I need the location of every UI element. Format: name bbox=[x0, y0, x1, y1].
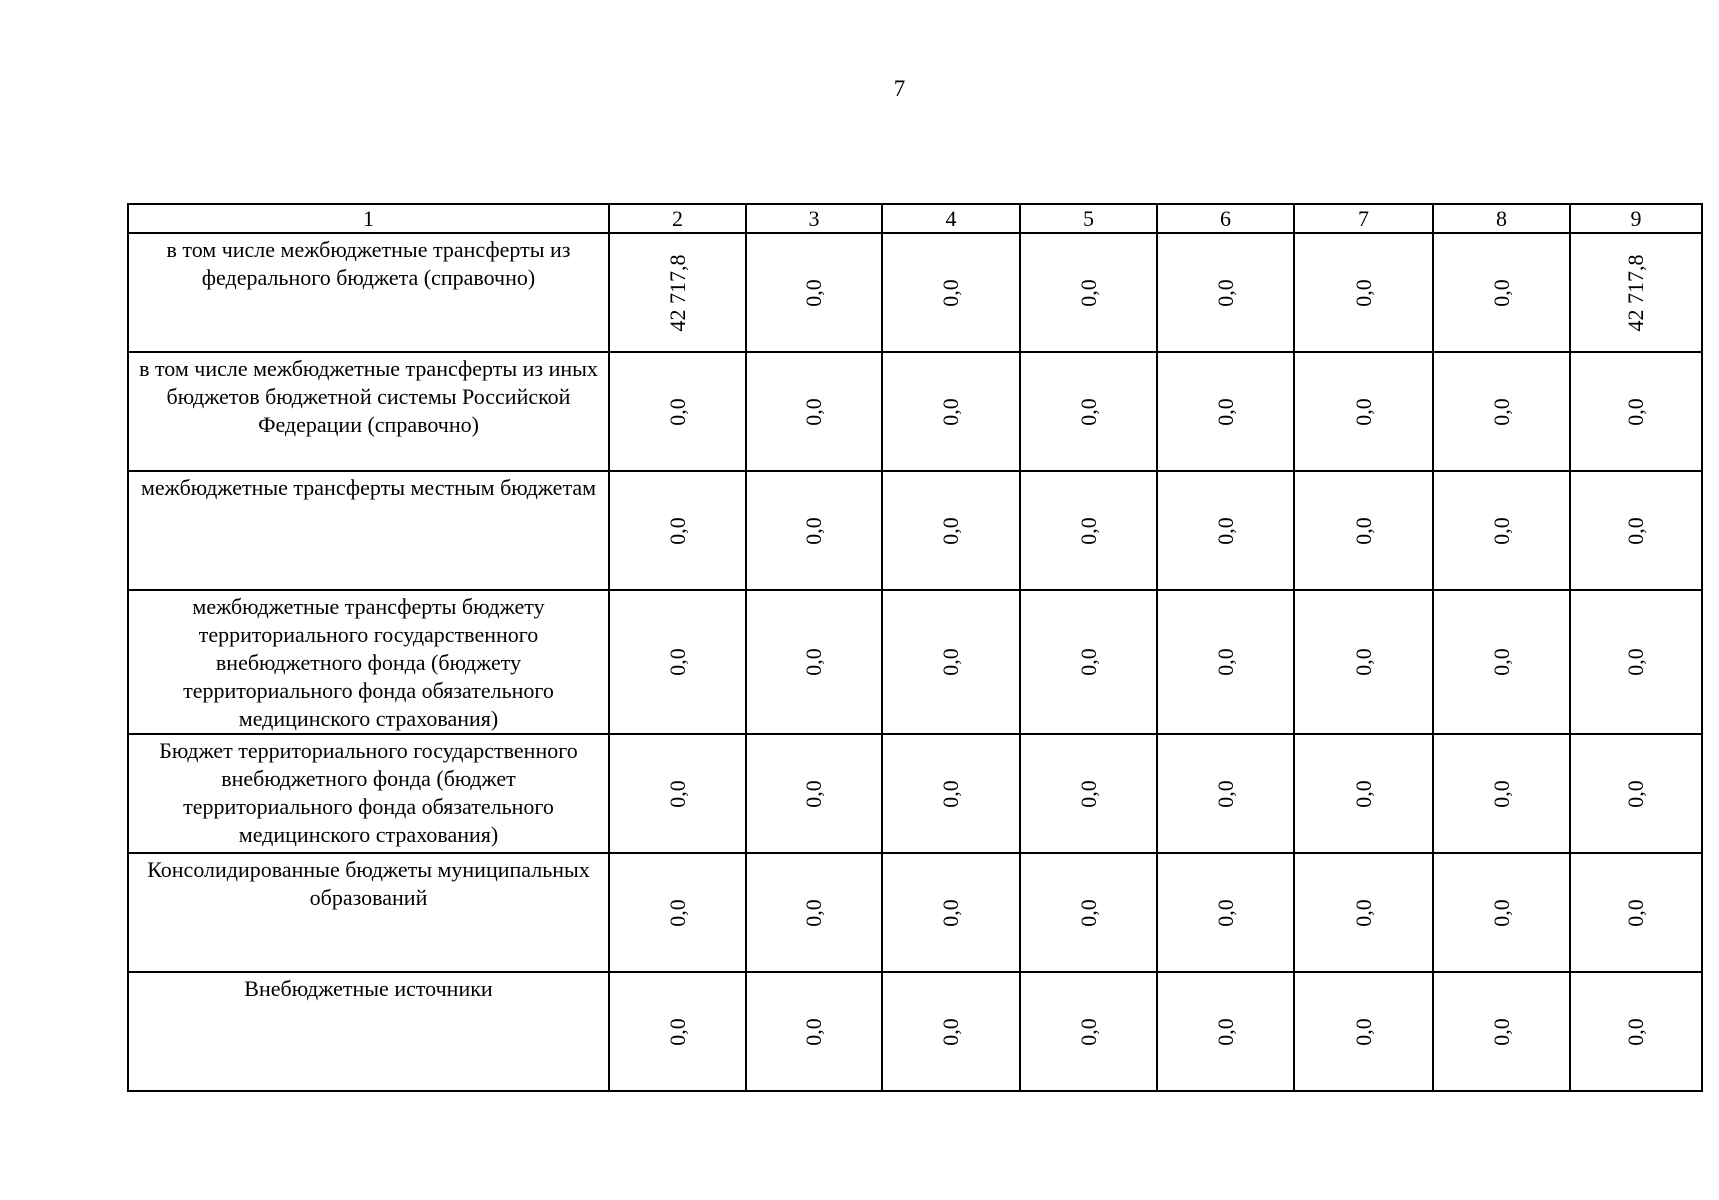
cell-value: 0,0 bbox=[1212, 516, 1238, 545]
cell-value: 0,0 bbox=[1623, 648, 1648, 676]
value-cell bbox=[1157, 471, 1294, 590]
cell-value: 0,0 bbox=[1075, 397, 1101, 426]
row-label: в том числе межбюджетные трансферты из федерального бюджета (справочно) bbox=[128, 233, 609, 352]
value-cell bbox=[1433, 352, 1570, 471]
value-cell bbox=[1020, 590, 1157, 734]
cell-value: 0,0 bbox=[938, 1017, 963, 1046]
header-row bbox=[128, 204, 1702, 233]
value-cell bbox=[882, 590, 1020, 734]
cell-value: 0,0 bbox=[801, 779, 826, 808]
value-cell bbox=[1157, 853, 1294, 972]
table-row bbox=[128, 590, 1702, 734]
cell-value: 0,0 bbox=[1075, 648, 1101, 676]
value-cell bbox=[1294, 352, 1433, 471]
table-row bbox=[128, 471, 1702, 590]
cell-value: 0,0 bbox=[1488, 397, 1514, 426]
value-cell bbox=[746, 972, 882, 1091]
row-label: в том числе межбюджетные трансферты из иных бюджетов бюджетной системы Российской Федерации (справочно) bbox=[128, 352, 609, 471]
cell-value: 0,0 bbox=[1075, 1017, 1101, 1046]
cell-value: 0,0 bbox=[801, 278, 826, 307]
value-cell bbox=[882, 734, 1020, 853]
value-cell bbox=[609, 352, 746, 471]
cell-value: 0,0 bbox=[938, 648, 963, 676]
value-cell bbox=[1020, 352, 1157, 471]
value-cell bbox=[1020, 233, 1157, 352]
column-header: 3 bbox=[746, 204, 882, 233]
value-cell bbox=[882, 972, 1020, 1091]
cell-value: 0,0 bbox=[938, 278, 963, 307]
budget-table bbox=[127, 203, 1703, 1092]
cell-value: 42 717,8 bbox=[664, 254, 690, 331]
row-label: Внебюджетные источники bbox=[128, 972, 609, 1091]
cell-value: 0,0 bbox=[938, 397, 963, 426]
cell-value: 0,0 bbox=[1212, 278, 1238, 307]
column-header: 4 bbox=[882, 204, 1020, 233]
cell-value: 0,0 bbox=[664, 1017, 690, 1046]
cell-value: 0,0 bbox=[1488, 278, 1514, 307]
value-cell bbox=[609, 853, 746, 972]
table-row bbox=[128, 853, 1702, 972]
column-header: 2 bbox=[609, 204, 746, 233]
value-cell bbox=[746, 352, 882, 471]
value-cell bbox=[1157, 972, 1294, 1091]
cell-value: 0,0 bbox=[1212, 898, 1238, 927]
value-cell bbox=[609, 590, 746, 734]
column-header: 1 bbox=[128, 204, 609, 233]
value-cell bbox=[1570, 734, 1702, 853]
cell-value: 0,0 bbox=[1075, 516, 1101, 545]
value-cell bbox=[1433, 972, 1570, 1091]
value-cell bbox=[1157, 590, 1294, 734]
table-row bbox=[128, 352, 1702, 471]
cell-value: 0,0 bbox=[1212, 1017, 1238, 1046]
cell-value: 0,0 bbox=[664, 779, 690, 808]
value-cell bbox=[1157, 233, 1294, 352]
cell-value: 0,0 bbox=[1623, 779, 1648, 808]
row-label: межбюджетные трансферты бюджету территориального государственного внебюджетного фонда (бюджету территориального фонда обязательного медицинского страхования) bbox=[128, 590, 609, 734]
value-cell bbox=[1570, 352, 1702, 471]
value-cell bbox=[746, 590, 882, 734]
value-cell bbox=[1157, 734, 1294, 853]
value-cell bbox=[609, 734, 746, 853]
cell-value: 0,0 bbox=[801, 648, 826, 676]
value-cell bbox=[609, 471, 746, 590]
value-cell bbox=[1294, 590, 1433, 734]
cell-value: 0,0 bbox=[1488, 1017, 1514, 1046]
value-cell bbox=[1570, 972, 1702, 1091]
value-cell bbox=[1433, 471, 1570, 590]
cell-value: 0,0 bbox=[938, 898, 963, 927]
cell-value: 0,0 bbox=[1623, 898, 1648, 927]
cell-value: 0,0 bbox=[1075, 898, 1101, 927]
value-cell bbox=[609, 233, 746, 352]
value-cell bbox=[1020, 853, 1157, 972]
cell-value: 0,0 bbox=[1488, 648, 1514, 676]
cell-value: 0,0 bbox=[1212, 779, 1238, 808]
row-label: Консолидированные бюджеты муниципальных образований bbox=[128, 853, 609, 972]
cell-value: 0,0 bbox=[1623, 516, 1648, 545]
cell-value: 0,0 bbox=[801, 898, 826, 927]
value-cell bbox=[882, 233, 1020, 352]
value-cell bbox=[609, 972, 746, 1091]
value-cell bbox=[1020, 972, 1157, 1091]
cell-value: 0,0 bbox=[664, 516, 690, 545]
cell-value: 0,0 bbox=[1212, 648, 1238, 676]
column-header: 8 bbox=[1433, 204, 1570, 233]
cell-value: 0,0 bbox=[1350, 779, 1376, 808]
cell-value: 0,0 bbox=[801, 1017, 826, 1046]
cell-value: 0,0 bbox=[1488, 898, 1514, 927]
column-header: 5 bbox=[1020, 204, 1157, 233]
value-cell bbox=[882, 352, 1020, 471]
cell-value: 0,0 bbox=[664, 898, 690, 927]
page-number: 7 bbox=[893, 76, 906, 101]
row-label: Бюджет территориального государственного внебюджетного фонда (бюджет территориального фонда обязательного медицинского страхования) bbox=[128, 734, 609, 853]
cell-value: 0,0 bbox=[938, 779, 963, 808]
cell-value: 0,0 bbox=[801, 516, 826, 545]
cell-value: 0,0 bbox=[1350, 648, 1376, 676]
cell-value: 0,0 bbox=[1623, 397, 1648, 426]
cell-value: 0,0 bbox=[1350, 898, 1376, 927]
cell-value: 0,0 bbox=[1488, 779, 1514, 808]
table-row bbox=[128, 734, 1702, 853]
cell-value: 0,0 bbox=[1488, 516, 1514, 545]
cell-value: 0,0 bbox=[801, 397, 826, 426]
value-cell bbox=[1294, 471, 1433, 590]
cell-value: 0,0 bbox=[1075, 278, 1101, 307]
value-cell bbox=[1433, 233, 1570, 352]
value-cell bbox=[1020, 734, 1157, 853]
value-cell bbox=[1294, 972, 1433, 1091]
cell-value: 0,0 bbox=[1075, 779, 1101, 808]
value-cell bbox=[882, 471, 1020, 590]
column-header: 9 bbox=[1570, 204, 1702, 233]
cell-value: 0,0 bbox=[664, 397, 690, 426]
cell-value: 0,0 bbox=[664, 648, 690, 676]
value-cell bbox=[1570, 853, 1702, 972]
value-cell bbox=[746, 471, 882, 590]
value-cell bbox=[1433, 590, 1570, 734]
cell-value: 0,0 bbox=[1350, 1017, 1376, 1046]
table-row bbox=[128, 972, 1702, 1091]
column-header: 6 bbox=[1157, 204, 1294, 233]
value-cell bbox=[1294, 853, 1433, 972]
value-cell bbox=[1433, 734, 1570, 853]
value-cell bbox=[1020, 471, 1157, 590]
value-cell bbox=[746, 233, 882, 352]
value-cell bbox=[1294, 734, 1433, 853]
cell-value: 0,0 bbox=[1623, 1017, 1648, 1046]
cell-value: 0,0 bbox=[1350, 516, 1376, 545]
value-cell bbox=[1294, 233, 1433, 352]
value-cell bbox=[1433, 853, 1570, 972]
value-cell bbox=[1570, 233, 1702, 352]
value-cell bbox=[1157, 352, 1294, 471]
cell-value: 0,0 bbox=[938, 516, 963, 545]
cell-value: 42 717,8 bbox=[1623, 254, 1648, 331]
cell-value: 0,0 bbox=[1350, 397, 1376, 426]
value-cell bbox=[1570, 471, 1702, 590]
cell-value: 0,0 bbox=[1350, 278, 1376, 307]
value-cell bbox=[1570, 590, 1702, 734]
cell-value: 0,0 bbox=[1212, 397, 1238, 426]
row-label: межбюджетные трансферты местным бюджетам bbox=[128, 471, 609, 590]
value-cell bbox=[746, 853, 882, 972]
value-cell bbox=[746, 734, 882, 853]
table-row bbox=[128, 233, 1702, 352]
value-cell bbox=[882, 853, 1020, 972]
column-header: 7 bbox=[1294, 204, 1433, 233]
